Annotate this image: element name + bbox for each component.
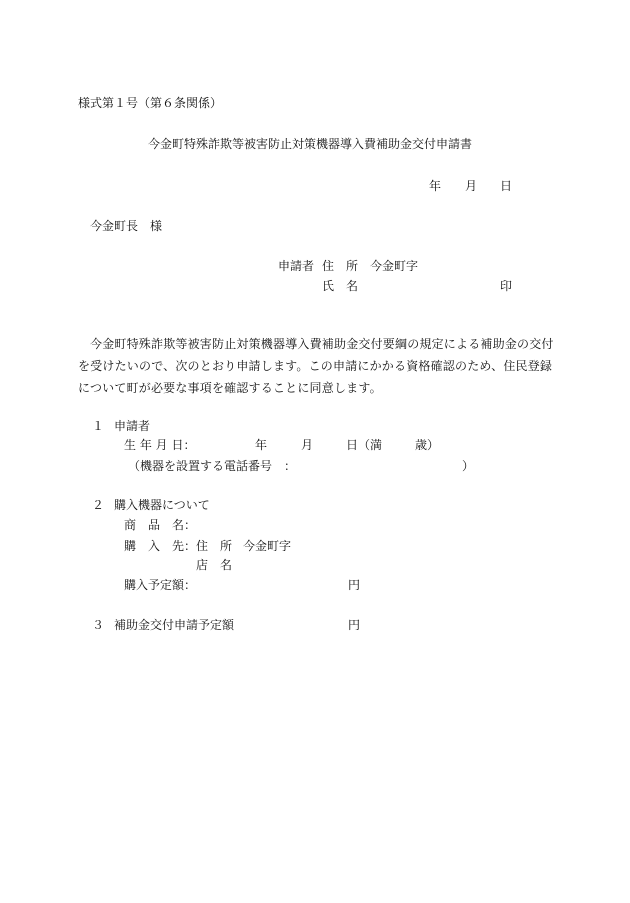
- section2-number: ２: [92, 498, 105, 512]
- document-title: 今金町特殊詐欺等被害防止対策機器導入費補助金交付申請書: [148, 137, 473, 151]
- section2-heading: 購入機器について: [114, 498, 210, 512]
- vendor-address-value: 今金町字: [243, 539, 292, 553]
- date-month: 月: [465, 179, 478, 193]
- phone-close: ）: [462, 459, 475, 473]
- birth-day-age-open: 日（満: [346, 438, 383, 452]
- store-name-label: 店 名: [196, 558, 233, 572]
- applicant-name-label: 氏 名: [322, 279, 359, 293]
- date-year: 年: [429, 179, 442, 193]
- applicant-address-label: 住 所: [322, 259, 359, 273]
- vendor-label: 購 入 先：: [124, 539, 197, 553]
- product-name-label: 商 品 名：: [124, 518, 197, 532]
- phone-label: （機器を設置する電話番号 ：: [128, 459, 297, 473]
- birth-month-unit: 月: [301, 438, 314, 452]
- applicant-address-value: 今金町字: [370, 259, 419, 273]
- section3-heading: 補助金交付申請予定額: [114, 618, 235, 632]
- price-unit: 円: [348, 578, 361, 592]
- addressee: 今金町長 様: [90, 219, 163, 233]
- vendor-address-label: 住 所: [196, 539, 233, 553]
- section1-number: １: [92, 419, 105, 433]
- price-label: 購入予定額：: [124, 578, 197, 592]
- birthdate-label: 生 年 月 日：: [124, 438, 196, 452]
- body-paragraph: 今金町特殊詐欺等被害防止対策機器導入費補助金交付要綱の規定による補助金の交付を受けたいので、次のとおり申請します。この申請にかかる資格確認のため、住民登録について町が必要な事項を確認することに同意します。: [78, 337, 554, 395]
- birth-year-unit: 年: [255, 438, 268, 452]
- seal-mark: 印: [500, 279, 513, 293]
- applicant-label: 申請者: [278, 259, 315, 273]
- form-number: 様式第１号（第６条関係）: [78, 96, 223, 110]
- date-day: 日: [500, 179, 513, 193]
- subsidy-unit: 円: [348, 618, 361, 632]
- section1-heading: 申請者: [114, 419, 151, 433]
- section3-number: ３: [92, 618, 105, 632]
- age-close: 歳）: [415, 438, 440, 452]
